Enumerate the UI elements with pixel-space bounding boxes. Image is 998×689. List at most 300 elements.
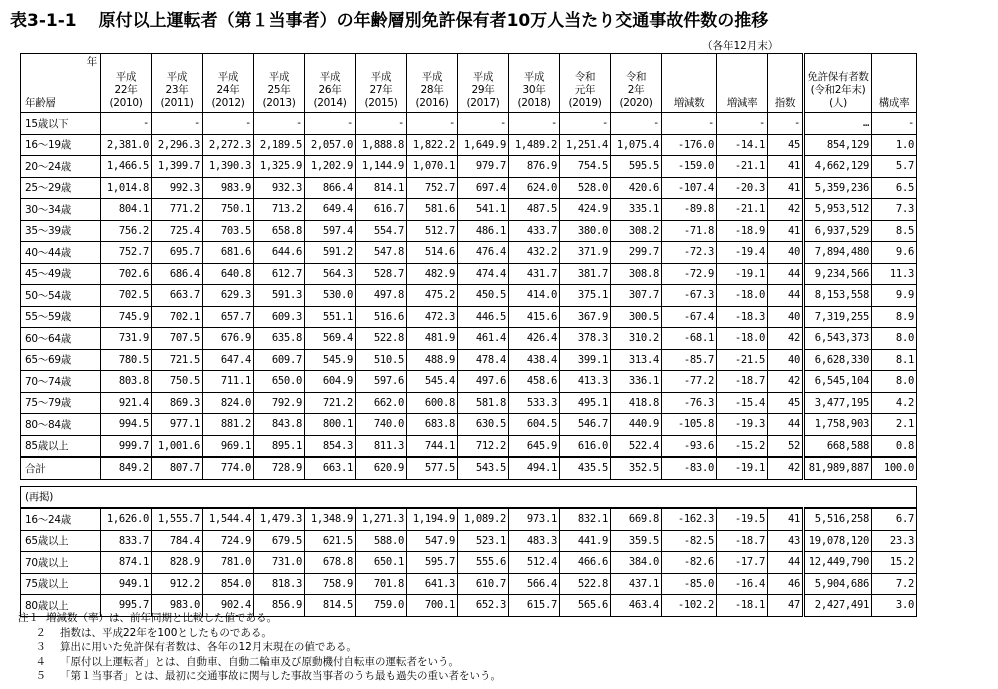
share-cell: 4.2 xyxy=(872,392,917,414)
corner-cell xyxy=(21,54,101,113)
value-cell: 418.8 xyxy=(611,392,662,414)
value-cell: 450.5 xyxy=(458,285,509,307)
value-cell: 554.7 xyxy=(356,220,407,242)
index-cell: 40 xyxy=(768,349,804,371)
year-header-ad: (2014) xyxy=(313,97,347,109)
rate-cell: -18.7 xyxy=(717,530,768,552)
change-cell: -89.8 xyxy=(662,199,717,221)
page-title xyxy=(10,6,768,31)
share-cell: 9.6 xyxy=(872,242,917,264)
value-cell: 514.6 xyxy=(407,242,458,264)
value-cell: 472.3 xyxy=(407,306,458,328)
value-cell: 832.1 xyxy=(560,508,611,530)
value-cell: 621.5 xyxy=(305,530,356,552)
value-cell: 804.1 xyxy=(101,199,152,221)
index-cell: 44 xyxy=(768,263,804,285)
value-cell: 541.1 xyxy=(458,199,509,221)
rate-cell: -16.4 xyxy=(717,573,768,595)
value-cell: 752.7 xyxy=(407,177,458,199)
value-cell: 750.5 xyxy=(152,371,203,393)
value-cell: 724.9 xyxy=(203,530,254,552)
value-cell: 994.5 xyxy=(101,414,152,436)
value-cell: 591.2 xyxy=(305,242,356,264)
year-header-yr: 元年 xyxy=(574,84,596,96)
value-cell: 803.8 xyxy=(101,371,152,393)
value-cell: 1,399.7 xyxy=(152,156,203,178)
value-cell: 800.1 xyxy=(305,414,356,436)
share-cell: - xyxy=(872,113,917,135)
footnote-text: 指数は、平成22年を100としたものである。 xyxy=(60,626,272,639)
value-cell: 522.8 xyxy=(560,573,611,595)
age-label: 45～49歳 xyxy=(21,263,101,285)
value-cell: 721.2 xyxy=(305,392,356,414)
value-cell: 313.4 xyxy=(611,349,662,371)
value-cell: 616.7 xyxy=(356,199,407,221)
change-cell: -93.6 xyxy=(662,435,717,457)
value-cell: - xyxy=(101,113,152,135)
value-cell: 774.0 xyxy=(203,457,254,479)
value-cell: 604.9 xyxy=(305,371,356,393)
value-cell: 476.4 xyxy=(458,242,509,264)
value-cell: 483.3 xyxy=(509,530,560,552)
footnote xyxy=(18,626,501,641)
holders-cell: 5,904,686 xyxy=(804,573,872,595)
value-cell: 1,348.9 xyxy=(305,508,356,530)
value-cell: 461.4 xyxy=(458,328,509,350)
value-cell: 612.7 xyxy=(254,263,305,285)
value-cell: 381.7 xyxy=(560,263,611,285)
index-cell: 44 xyxy=(768,552,804,574)
change-cell: -68.1 xyxy=(662,328,717,350)
value-cell: 686.4 xyxy=(152,263,203,285)
value-cell: 731.9 xyxy=(101,328,152,350)
value-cell: 581.8 xyxy=(458,392,509,414)
value-cell: 649.4 xyxy=(305,199,356,221)
value-cell: 992.3 xyxy=(152,177,203,199)
value-cell: 438.4 xyxy=(509,349,560,371)
value-cell: 1,325.9 xyxy=(254,156,305,178)
value-cell: 1,555.7 xyxy=(152,508,203,530)
year-header xyxy=(407,54,458,113)
share-cell: 0.8 xyxy=(872,435,917,457)
holders-cell: 9,234,566 xyxy=(804,263,872,285)
share-cell: 6.5 xyxy=(872,177,917,199)
year-header-ad: (2019) xyxy=(568,97,602,109)
index-cell: 40 xyxy=(768,306,804,328)
year-header-ad: (2013) xyxy=(262,97,296,109)
age-label: 55～59歳 xyxy=(21,306,101,328)
value-cell: 701.8 xyxy=(356,573,407,595)
table-row xyxy=(21,349,917,371)
value-cell: 750.1 xyxy=(203,199,254,221)
share-cell: 8.0 xyxy=(872,328,917,350)
value-cell: 818.3 xyxy=(254,573,305,595)
value-cell: 581.6 xyxy=(407,199,458,221)
footnote-text: 「原付以上運転者」とは、自動車、自動二輪車及び原動機付自転車の運転者をいう。 xyxy=(60,655,459,668)
age-label: 50～54歳 xyxy=(21,285,101,307)
value-cell: 1,888.8 xyxy=(356,134,407,156)
value-cell: 604.5 xyxy=(509,414,560,436)
value-cell: 600.8 xyxy=(407,392,458,414)
value-cell: 424.9 xyxy=(560,199,611,221)
change-cell: -85.7 xyxy=(662,349,717,371)
value-cell: 703.5 xyxy=(203,220,254,242)
change-cell: -162.3 xyxy=(662,508,717,530)
restated-row xyxy=(21,530,917,552)
value-cell: - xyxy=(458,113,509,135)
value-cell: 807.7 xyxy=(152,457,203,479)
value-cell: 543.5 xyxy=(458,457,509,479)
value-cell: 415.6 xyxy=(509,306,560,328)
table-number: 表3-1-1 xyxy=(10,11,77,31)
value-cell: 380.0 xyxy=(560,220,611,242)
value-cell: 371.9 xyxy=(560,242,611,264)
value-cell: 595.5 xyxy=(611,156,662,178)
rate-cell: -15.2 xyxy=(717,435,768,457)
index-cell: 44 xyxy=(768,414,804,436)
value-cell: 713.2 xyxy=(254,199,305,221)
table-row xyxy=(21,220,917,242)
rate-cell: -21.1 xyxy=(717,156,768,178)
value-cell: 564.3 xyxy=(305,263,356,285)
footnote-number: ５ xyxy=(35,670,46,682)
change-cell: -67.3 xyxy=(662,285,717,307)
footnote-number: 注１ xyxy=(18,612,39,624)
value-cell: - xyxy=(152,113,203,135)
value-cell: 1,202.9 xyxy=(305,156,356,178)
value-cell: 912.2 xyxy=(152,573,203,595)
value-cell: 481.9 xyxy=(407,328,458,350)
change-cell: -82.6 xyxy=(662,552,717,574)
change-cell: -85.0 xyxy=(662,573,717,595)
value-cell: 624.0 xyxy=(509,177,560,199)
value-cell: 856.9 xyxy=(254,595,305,617)
value-cell: 299.7 xyxy=(611,242,662,264)
change-cell: -105.8 xyxy=(662,414,717,436)
value-cell: 771.2 xyxy=(152,199,203,221)
share-header-spacer xyxy=(873,71,915,84)
table-row xyxy=(21,177,917,199)
table-row xyxy=(21,134,917,156)
table-row xyxy=(21,392,917,414)
restated-row xyxy=(21,508,917,530)
rate-cell: -18.0 xyxy=(717,328,768,350)
value-cell: 700.1 xyxy=(407,595,458,617)
value-cell: 781.0 xyxy=(203,552,254,574)
value-cell: 435.5 xyxy=(560,457,611,479)
age-label: 85歳以上 xyxy=(21,435,101,457)
rate-cell: -15.4 xyxy=(717,392,768,414)
value-cell: 555.6 xyxy=(458,552,509,574)
change-cell: -76.3 xyxy=(662,392,717,414)
value-cell: 308.2 xyxy=(611,220,662,242)
holders-cell: 854,129 xyxy=(804,134,872,156)
value-cell: 597.6 xyxy=(356,371,407,393)
year-header-yr: 28年 xyxy=(420,84,444,96)
value-cell: 792.9 xyxy=(254,392,305,414)
change-cell: -176.0 xyxy=(662,134,717,156)
holders-cell: 5,516,258 xyxy=(804,508,872,530)
value-cell: 833.7 xyxy=(101,530,152,552)
share-cell: 23.3 xyxy=(872,530,917,552)
value-cell: 595.7 xyxy=(407,552,458,574)
year-header-ad: (2018) xyxy=(517,97,551,109)
rate-header: 増減率 xyxy=(717,54,768,113)
value-cell: 577.5 xyxy=(407,457,458,479)
footnote xyxy=(18,669,501,684)
value-cell: 533.3 xyxy=(509,392,560,414)
year-header xyxy=(458,54,509,113)
holders-cell: 8,153,558 xyxy=(804,285,872,307)
value-cell: 487.5 xyxy=(509,199,560,221)
header-row xyxy=(21,54,917,113)
value-cell: 512.4 xyxy=(509,552,560,574)
value-cell: 1,075.4 xyxy=(611,134,662,156)
value-cell: 495.1 xyxy=(560,392,611,414)
holders-cell: 668,588 xyxy=(804,435,872,457)
rate-cell: -18.7 xyxy=(717,371,768,393)
holders-cell: 2,427,491 xyxy=(804,595,872,617)
change-cell: -67.4 xyxy=(662,306,717,328)
value-cell: 466.6 xyxy=(560,552,611,574)
change-cell: -102.2 xyxy=(662,595,717,617)
rate-cell: -19.1 xyxy=(717,263,768,285)
table-row xyxy=(21,371,917,393)
value-cell: 300.5 xyxy=(611,306,662,328)
age-label: 75歳以上 xyxy=(21,573,101,595)
table-row xyxy=(21,156,917,178)
value-cell: 977.1 xyxy=(152,414,203,436)
rate-cell: -19.5 xyxy=(717,508,768,530)
year-header-yr: 24年 xyxy=(216,84,240,96)
age-label: 20～24歳 xyxy=(21,156,101,178)
index-cell: 46 xyxy=(768,573,804,595)
holders-cell: 6,545,104 xyxy=(804,371,872,393)
value-cell: 711.1 xyxy=(203,371,254,393)
value-cell: 1,649.9 xyxy=(458,134,509,156)
value-cell: 1,144.9 xyxy=(356,156,407,178)
year-header xyxy=(152,54,203,113)
value-cell: 669.8 xyxy=(611,508,662,530)
value-cell: 824.0 xyxy=(203,392,254,414)
value-cell: 569.4 xyxy=(305,328,356,350)
age-label: 80歳以上 xyxy=(21,595,101,617)
value-cell: 474.4 xyxy=(458,263,509,285)
value-cell: 2,381.0 xyxy=(101,134,152,156)
value-cell: 523.1 xyxy=(458,530,509,552)
value-cell: 336.1 xyxy=(611,371,662,393)
table-row xyxy=(21,113,917,135)
value-cell: 420.6 xyxy=(611,177,662,199)
value-cell: 432.2 xyxy=(509,242,560,264)
holders-header-line: (令和2年末) xyxy=(810,84,866,96)
year-header-ad: (2016) xyxy=(415,97,449,109)
value-cell: 528.0 xyxy=(560,177,611,199)
value-cell: 758.9 xyxy=(305,573,356,595)
value-cell: 702.6 xyxy=(101,263,152,285)
value-cell: 695.7 xyxy=(152,242,203,264)
value-cell: 663.7 xyxy=(152,285,203,307)
age-label: 60～64歳 xyxy=(21,328,101,350)
value-cell: 310.2 xyxy=(611,328,662,350)
value-cell: 566.4 xyxy=(509,573,560,595)
value-cell: 1,001.6 xyxy=(152,435,203,457)
footnote xyxy=(18,655,501,670)
value-cell: 949.1 xyxy=(101,573,152,595)
table-title: 原付以上運転者（第１当事者）の年齢層別免許保有者10万人当たり交通事故件数の推移 xyxy=(98,11,769,31)
holders-cell: 5,359,236 xyxy=(804,177,872,199)
share-cell: 7.3 xyxy=(872,199,917,221)
value-cell: 1,251.4 xyxy=(560,134,611,156)
share-cell: 5.7 xyxy=(872,156,917,178)
restated-row xyxy=(21,552,917,574)
value-cell: - xyxy=(407,113,458,135)
share-cell: 15.2 xyxy=(872,552,917,574)
change-cell: - xyxy=(662,113,717,135)
restated-label: (再掲) xyxy=(21,486,917,508)
value-cell: 414.0 xyxy=(509,285,560,307)
value-cell: 413.3 xyxy=(560,371,611,393)
value-cell: 731.0 xyxy=(254,552,305,574)
value-cell: 399.1 xyxy=(560,349,611,371)
change-cell: -159.0 xyxy=(662,156,717,178)
value-cell: 546.7 xyxy=(560,414,611,436)
value-cell: - xyxy=(356,113,407,135)
value-cell: 486.1 xyxy=(458,220,509,242)
age-label: 75～79歳 xyxy=(21,392,101,414)
value-cell: 712.2 xyxy=(458,435,509,457)
year-header xyxy=(254,54,305,113)
value-cell: 662.0 xyxy=(356,392,407,414)
data-table-wrapper xyxy=(20,53,917,617)
rate-cell: - xyxy=(717,113,768,135)
year-header-era: 平成 xyxy=(472,71,494,83)
value-cell: 1,390.3 xyxy=(203,156,254,178)
table-row xyxy=(21,306,917,328)
value-cell: 849.2 xyxy=(101,457,152,479)
year-header-era: 平成 xyxy=(217,71,239,83)
value-cell: 2,057.0 xyxy=(305,134,356,156)
value-cell: 2,189.5 xyxy=(254,134,305,156)
index-cell: 45 xyxy=(768,392,804,414)
year-header xyxy=(611,54,662,113)
index-cell: 47 xyxy=(768,595,804,617)
value-cell: 995.7 xyxy=(101,595,152,617)
value-cell: 744.1 xyxy=(407,435,458,457)
value-cell: 545.9 xyxy=(305,349,356,371)
value-cell: 728.9 xyxy=(254,457,305,479)
holders-cell: 19,078,120 xyxy=(804,530,872,552)
value-cell: 1,014.8 xyxy=(101,177,152,199)
value-cell: - xyxy=(203,113,254,135)
value-cell: 510.5 xyxy=(356,349,407,371)
value-cell: 482.9 xyxy=(407,263,458,285)
value-cell: 565.6 xyxy=(560,595,611,617)
value-cell: 902.4 xyxy=(203,595,254,617)
age-label: 80～84歳 xyxy=(21,414,101,436)
holders-cell: 7,894,480 xyxy=(804,242,872,264)
share-header xyxy=(872,54,917,113)
share-cell: 8.9 xyxy=(872,306,917,328)
value-cell: 630.5 xyxy=(458,414,509,436)
value-cell: 647.4 xyxy=(203,349,254,371)
value-cell: 2,296.3 xyxy=(152,134,203,156)
value-cell: 516.6 xyxy=(356,306,407,328)
value-cell: 678.8 xyxy=(305,552,356,574)
value-cell: 759.0 xyxy=(356,595,407,617)
year-header-era: 平成 xyxy=(115,71,137,83)
value-cell: 1,489.2 xyxy=(509,134,560,156)
value-cell: 1,070.1 xyxy=(407,156,458,178)
index-cell: 42 xyxy=(768,371,804,393)
value-cell: 814.1 xyxy=(356,177,407,199)
value-cell: 530.0 xyxy=(305,285,356,307)
gap-cell xyxy=(21,479,917,486)
year-header-ad: (2010) xyxy=(109,97,143,109)
value-cell: 983.9 xyxy=(203,177,254,199)
share-header-label: 構成率 xyxy=(878,97,910,109)
holders-cell: 4,662,129 xyxy=(804,156,872,178)
holders-header-line: 免許保有者数 xyxy=(807,71,869,83)
value-cell: 528.7 xyxy=(356,263,407,285)
value-cell: 979.7 xyxy=(458,156,509,178)
share-header-spacer xyxy=(873,84,915,97)
age-label: 16～24歳 xyxy=(21,508,101,530)
value-cell: 814.5 xyxy=(305,595,356,617)
value-cell: 895.1 xyxy=(254,435,305,457)
year-header-era: 平成 xyxy=(166,71,188,83)
index-cell: 42 xyxy=(768,199,804,221)
value-cell: - xyxy=(509,113,560,135)
footnote xyxy=(18,640,501,655)
holders-cell: 81,989,887 xyxy=(804,457,872,479)
index-cell: - xyxy=(768,113,804,135)
value-cell: 663.1 xyxy=(305,457,356,479)
share-cell: 8.1 xyxy=(872,349,917,371)
value-cell: 488.9 xyxy=(407,349,458,371)
value-cell: 874.1 xyxy=(101,552,152,574)
value-cell: 697.4 xyxy=(458,177,509,199)
footnote xyxy=(18,611,501,626)
footnote-number: ３ xyxy=(35,641,46,653)
value-cell: 547.9 xyxy=(407,530,458,552)
value-cell: 683.8 xyxy=(407,414,458,436)
holders-header xyxy=(804,54,872,113)
value-cell: 426.4 xyxy=(509,328,560,350)
holders-cell: 6,937,529 xyxy=(804,220,872,242)
value-cell: 620.9 xyxy=(356,457,407,479)
index-cell: 44 xyxy=(768,285,804,307)
rate-cell: -17.7 xyxy=(717,552,768,574)
table-row xyxy=(21,414,917,436)
share-cell: 6.7 xyxy=(872,508,917,530)
index-cell: 42 xyxy=(768,328,804,350)
value-cell: 497.6 xyxy=(458,371,509,393)
index-cell: 41 xyxy=(768,177,804,199)
year-header-yr: 30年 xyxy=(522,84,546,96)
age-label: 40～44歳 xyxy=(21,242,101,264)
value-cell: 367.9 xyxy=(560,306,611,328)
change-cell: -107.4 xyxy=(662,177,717,199)
value-cell: 307.7 xyxy=(611,285,662,307)
value-cell: 756.2 xyxy=(101,220,152,242)
total-row xyxy=(21,457,917,479)
value-cell: 547.8 xyxy=(356,242,407,264)
value-cell: - xyxy=(254,113,305,135)
year-header-era: 令和 xyxy=(574,71,596,83)
age-label: 合計 xyxy=(21,457,101,479)
index-cell: 41 xyxy=(768,508,804,530)
